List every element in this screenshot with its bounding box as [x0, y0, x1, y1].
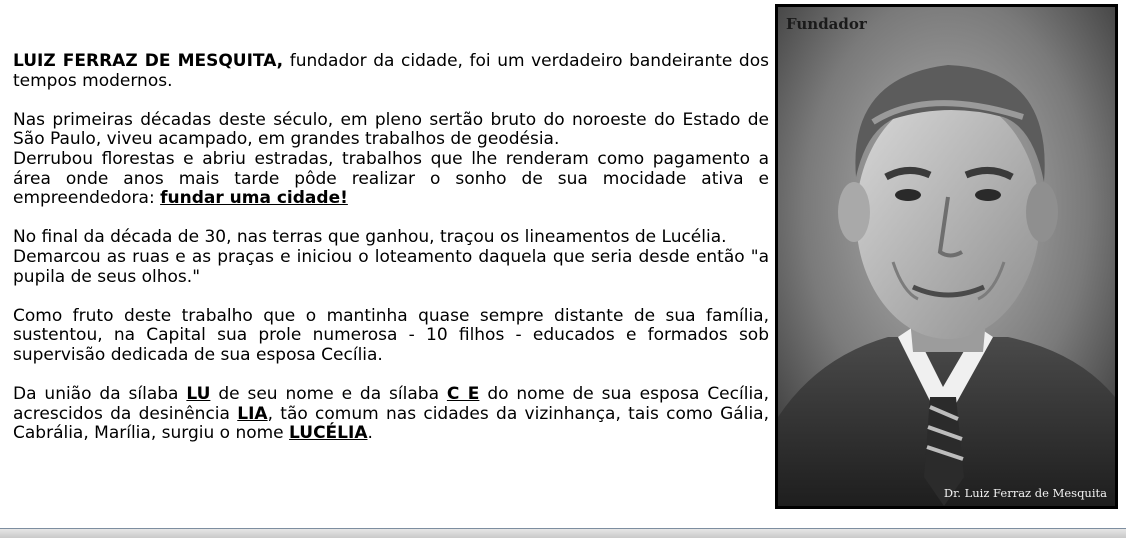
founding-line-1: No final da década de 30, nas terras que ganhou, traçou os lineamentos de Lucélia.	[13, 227, 727, 248]
paragraph-intro	[13, 52, 769, 91]
suffix-lia: LIA	[237, 403, 268, 424]
intro-text: fundador da cidade, foi um verdadeiro bandeirante dos tempos modernos.	[13, 51, 769, 91]
article-text	[13, 52, 769, 444]
origin-text-2: de seu nome e da sílaba	[210, 384, 447, 405]
city-name-lucelia: LUCÉLIA	[289, 423, 368, 444]
syllable-lu: LU	[186, 384, 211, 405]
founder-portrait	[775, 4, 1118, 509]
history-line-2: Derrubou florestas e abriu estradas, trabalhos que lhe renderam como pagamento a área onde anos mais tarde pôde realizar o sonho de sua mocidade ativa e empreendedora:	[13, 148, 769, 209]
emphasis-fundar: fundar uma cidade!	[160, 188, 348, 209]
bottom-bar	[0, 528, 1126, 538]
origin-text-5: .	[367, 423, 373, 444]
paragraph-history	[13, 111, 769, 209]
paragraph-family: Como fruto deste trabalho que o mantinha quase sempre distante de sua família, sustentou, na Capital sua prole numerosa - 10 filhos - educados e formados sob supervisão dedicada de sua esposa Cecília.	[13, 305, 769, 365]
history-line-1: Nas primeiras décadas deste século, em pleno sertão bruto do noroeste do Estado de São Paulo, viveu acampado, em grandes trabalhos de geodésia.	[13, 109, 769, 150]
founder-name: LUIZ FERRAZ DE MESQUITA,	[13, 51, 284, 71]
origin-text-3: do nome de sua esposa Cecília, acrescidos da desinência	[13, 384, 769, 424]
founding-line-2: Demarcou as ruas e as praças e iniciou o loteamento daquela que seria desde então "a pupila de seus olhos."	[13, 246, 769, 287]
origin-text-1: Da união da sílaba	[13, 384, 187, 405]
syllable-ce: C E	[446, 384, 480, 405]
portrait-caption: Dr. Luiz Ferraz de Mesquita	[943, 486, 1107, 500]
paragraph-founding	[13, 228, 769, 287]
paragraph-name-origin	[13, 385, 769, 444]
origin-text-4: , tão comum nas cidades da vizinhança, tais como Gália, Cabrália, Marília, surgiu o nome	[13, 403, 769, 444]
portrait-illustration	[778, 7, 1115, 506]
portrait-label: Fundador	[786, 15, 867, 33]
